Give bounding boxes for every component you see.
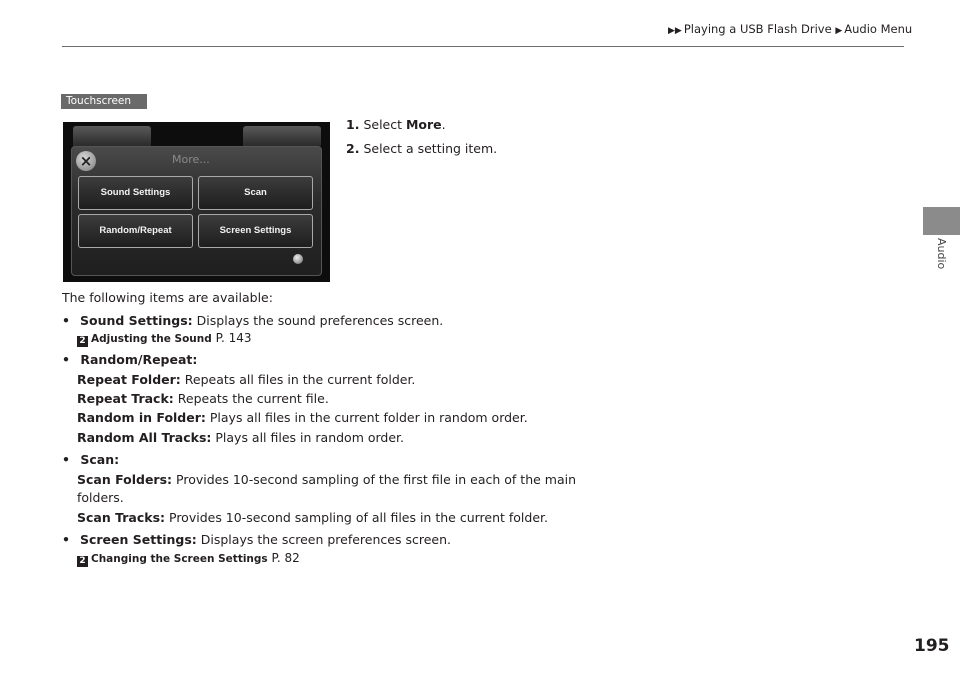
item-desc: Provides 10-second sampling of the first file in each of the main	[176, 472, 577, 487]
step-number: 2.	[346, 141, 360, 156]
item-term: Repeat Track:	[77, 391, 174, 406]
section-tab-marker	[923, 207, 960, 235]
step-text: .	[441, 117, 446, 132]
screen-image	[63, 122, 330, 282]
touchscreen-label: Touchscreen	[61, 94, 147, 109]
page-number: 195	[914, 636, 950, 656]
item-desc: Plays all files in random order.	[215, 430, 405, 445]
cross-reference[interactable]	[77, 331, 251, 347]
breadcrumb-arrow-icon: ▶▶	[668, 26, 682, 36]
sub-item-continued: folders.	[77, 490, 124, 505]
list-item	[62, 313, 443, 328]
item-desc: Plays all files in the current folder in random order.	[209, 410, 528, 425]
list-item	[62, 452, 119, 467]
header-divider	[62, 46, 904, 47]
step-emphasis: More	[405, 117, 442, 132]
menu-title: More...	[172, 153, 210, 166]
item-term: Random All Tracks:	[77, 430, 212, 445]
step-2	[346, 141, 497, 156]
reference-arrow-icon: 2	[77, 556, 88, 567]
screen-tab	[243, 126, 321, 146]
reference-page: P. 143	[215, 331, 252, 345]
item-term: Scan:	[80, 452, 120, 467]
sound-settings-button[interactable]: Sound Settings	[78, 176, 193, 210]
more-menu-panel	[71, 146, 322, 276]
random-repeat-button[interactable]: Random/Repeat	[78, 214, 193, 248]
intro-text: The following items are available:	[62, 290, 273, 305]
step-number: 1.	[346, 117, 360, 132]
sub-item	[77, 430, 404, 445]
sub-item	[77, 410, 528, 425]
item-term: Random/Repeat:	[80, 352, 198, 367]
breadcrumb-item: Audio Menu	[844, 22, 913, 36]
item-term: Repeat Folder:	[77, 372, 181, 387]
item-term: Scan Tracks:	[77, 510, 166, 525]
breadcrumb-arrow-icon: ▶	[835, 26, 843, 36]
reference-page: P. 82	[271, 551, 300, 565]
item-desc: Displays the screen preferences screen.	[200, 532, 451, 547]
item-term: Screen Settings:	[79, 532, 197, 547]
item-term: Sound Settings:	[79, 313, 193, 328]
cross-reference[interactable]	[77, 551, 300, 567]
sub-item	[77, 391, 329, 406]
item-desc: Displays the sound preferences screen.	[196, 313, 444, 328]
screen-tab	[73, 126, 151, 146]
step-1	[346, 117, 446, 132]
scan-button[interactable]: Scan	[198, 176, 313, 210]
screen-settings-button[interactable]: Screen Settings	[198, 214, 313, 248]
reference-title: Changing the Screen Settings	[91, 553, 268, 565]
breadcrumb	[668, 22, 912, 36]
scroll-knob-icon	[293, 254, 303, 264]
sub-item	[77, 472, 576, 487]
item-desc: Provides 10-second sampling of all files in the current folder.	[169, 510, 548, 525]
item-desc: Repeats all files in the current folder.	[184, 372, 416, 387]
list-item	[62, 352, 197, 367]
item-term: Random in Folder:	[77, 410, 206, 425]
item-term: Scan Folders:	[77, 472, 173, 487]
sub-item	[77, 510, 548, 525]
breadcrumb-item: Playing a USB Flash Drive	[683, 22, 832, 36]
step-text: Select a setting item.	[363, 141, 498, 156]
close-icon[interactable]: ×	[76, 151, 96, 171]
list-item	[62, 532, 451, 547]
reference-title: Adjusting the Sound	[91, 333, 212, 345]
sub-item	[77, 372, 415, 387]
section-label: Audio	[935, 238, 948, 270]
reference-arrow-icon: 2	[77, 336, 88, 347]
item-desc: Repeats the current file.	[177, 391, 329, 406]
step-text: Select	[363, 117, 406, 132]
